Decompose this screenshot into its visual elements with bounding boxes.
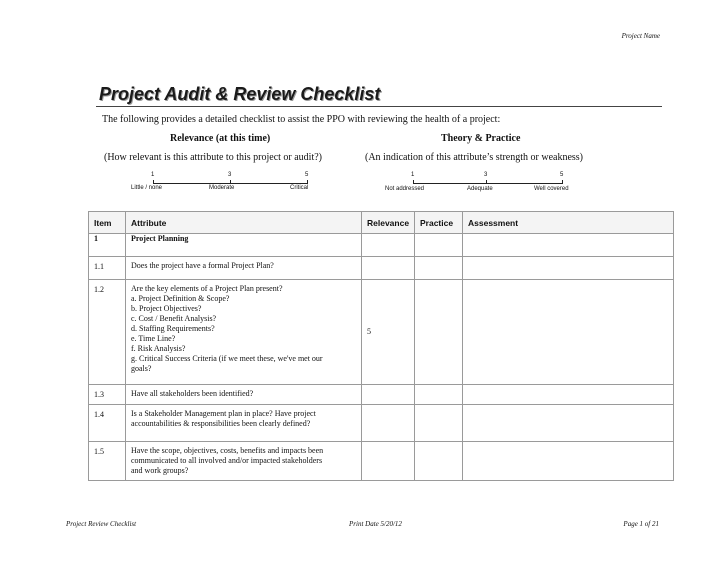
section-attribute: Project Planning xyxy=(126,234,362,257)
row-practice-cell[interactable] xyxy=(415,405,463,442)
table-row xyxy=(89,257,674,280)
attribute-line: a. Project Definition & Scope? xyxy=(131,294,230,303)
attribute-line: accountabilities & responsibilities been clearly defined? xyxy=(131,419,311,428)
row-relevance-cell[interactable] xyxy=(362,442,415,481)
row-relevance-cell[interactable]: 5 xyxy=(362,280,415,385)
row-practice-cell[interactable] xyxy=(415,257,463,280)
attribute-line: Have all stakeholders been identified? xyxy=(131,389,254,398)
attribute-line: Is a Stakeholder Management plan in place? Have project xyxy=(131,409,316,418)
attribute-line: d. Staffing Requirements? xyxy=(131,324,215,333)
attribute-line: b. Project Objectives? xyxy=(131,304,202,313)
row-assessment-cell[interactable] xyxy=(463,280,674,385)
relevance-tick-3: 3 xyxy=(228,172,232,178)
attribute-line: g. Critical Success Criteria (if we meet these, we've met our xyxy=(131,354,323,363)
section-assessment-cell[interactable] xyxy=(463,234,674,257)
theory-heading: Theory & Practice xyxy=(441,133,521,144)
col-header-relevance: Relevance xyxy=(362,212,415,234)
relevance-heading: Relevance (at this time) xyxy=(170,133,271,144)
row-relevance-cell[interactable] xyxy=(362,385,415,405)
section-row xyxy=(89,234,674,257)
theory-label-low: Not addressed xyxy=(385,186,425,192)
header-project-name: Project Name xyxy=(621,32,660,40)
col-header-practice: Practice xyxy=(415,212,463,234)
table-row xyxy=(89,385,674,405)
attribute-line: Are the key elements of a Project Plan present? xyxy=(131,284,283,293)
relevance-subheading: (How relevant is this attribute to this project or audit?) xyxy=(104,152,322,163)
row-attribute xyxy=(126,280,362,385)
relevance-tick-1: 1 xyxy=(151,172,155,178)
intro-text: The following provides a detailed checklist to assist the PPO with reviewing the health of a project: xyxy=(102,114,501,125)
row-attribute xyxy=(126,257,362,280)
row-relevance-cell[interactable] xyxy=(362,405,415,442)
row-item-number: 1.4 xyxy=(89,405,126,442)
relevance-tick-5: 5 xyxy=(305,172,309,178)
attribute-line: c. Cost / Benefit Analysis? xyxy=(131,314,217,323)
row-item-number: 1.1 xyxy=(89,257,126,280)
relevance-label-mid: Moderate xyxy=(209,185,235,191)
theory-scale-line xyxy=(413,183,563,184)
section-item: 1 xyxy=(89,234,126,257)
theory-subheading: (An indication of this attribute’s strength or weakness) xyxy=(365,152,584,163)
row-assessment-cell[interactable] xyxy=(463,257,674,280)
row-attribute xyxy=(126,405,362,442)
theory-label-mid: Adequate xyxy=(467,186,493,192)
attribute-line: Does the project have a formal Project Plan? xyxy=(131,261,274,270)
table-header-row xyxy=(89,212,674,234)
section-relevance-cell[interactable] xyxy=(362,234,415,257)
attribute-line: Have the scope, objectives, costs, benefits and impacts been xyxy=(131,446,324,455)
row-relevance-cell[interactable] xyxy=(362,257,415,280)
row-practice-cell[interactable] xyxy=(415,442,463,481)
table-row xyxy=(89,405,674,442)
footer-center: Print Date 5/20/12 xyxy=(349,520,402,528)
theory-tick-3: 3 xyxy=(484,172,488,178)
row-assessment-cell[interactable] xyxy=(463,442,674,481)
footer-right: Page 1 of 21 xyxy=(623,520,659,528)
row-item-number: 1.3 xyxy=(89,385,126,405)
row-item-number: 1.2 xyxy=(89,280,126,385)
row-practice-cell[interactable] xyxy=(415,280,463,385)
attribute-line: and work groups? xyxy=(131,466,189,475)
col-header-item: Item xyxy=(89,212,126,234)
relevance-label-low: Little / none xyxy=(131,185,163,191)
table-row xyxy=(89,280,674,385)
relevance-scale-line xyxy=(153,183,308,184)
relevance-label-high: Critical xyxy=(290,185,309,191)
theory-label-high: Well covered xyxy=(534,186,569,192)
row-attribute xyxy=(126,442,362,481)
row-assessment-cell[interactable] xyxy=(463,405,674,442)
theory-tick-1: 1 xyxy=(411,172,415,178)
footer-left: Project Review Checklist xyxy=(66,520,137,528)
attribute-line: f. Risk Analysis? xyxy=(131,344,186,353)
col-header-attribute: Attribute xyxy=(126,212,362,234)
row-practice-cell[interactable] xyxy=(415,385,463,405)
col-header-assessment: Assessment xyxy=(463,212,674,234)
theory-tick-5: 5 xyxy=(560,172,564,178)
checklist-table xyxy=(88,211,674,481)
row-attribute xyxy=(126,385,362,405)
attribute-line: communicated to all involved and/or impacted stakeholders xyxy=(131,456,323,465)
attribute-line: goals? xyxy=(131,364,152,373)
page-title: Project Audit & Review Checklist xyxy=(99,84,381,104)
row-item-number: 1.5 xyxy=(89,442,126,481)
row-assessment-cell[interactable] xyxy=(463,385,674,405)
attribute-line: e. Time Line? xyxy=(131,334,176,343)
section-practice-cell[interactable] xyxy=(415,234,463,257)
table-row xyxy=(89,442,674,481)
